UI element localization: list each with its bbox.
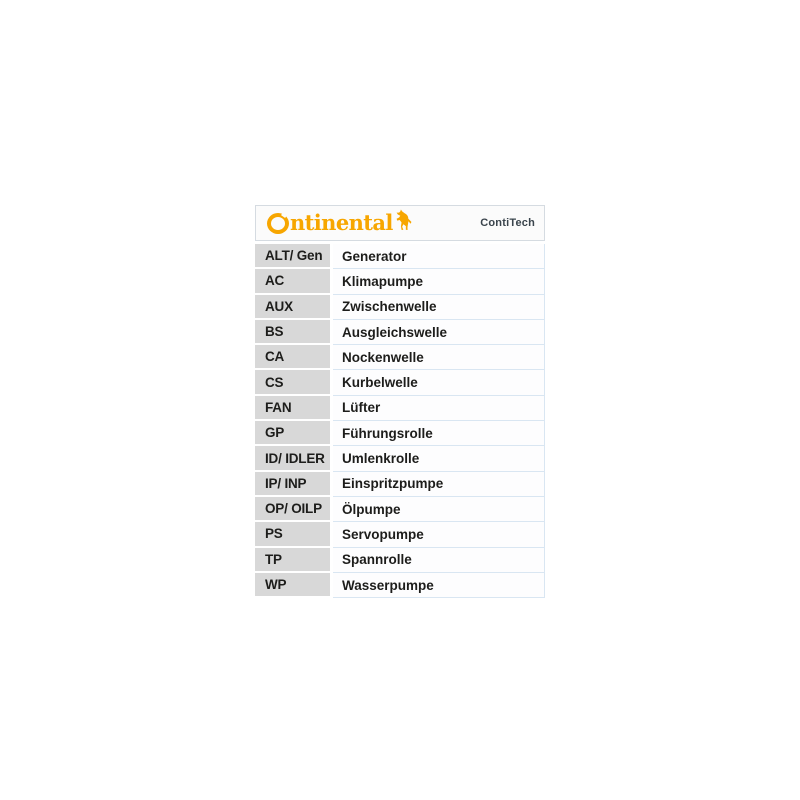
table-row [255, 497, 544, 522]
contitech-label: ContiTech [480, 217, 535, 229]
table-row [255, 421, 544, 446]
abbr-cell: WP [255, 573, 330, 598]
table-row [255, 345, 544, 370]
table-row [255, 320, 544, 345]
table-row [255, 370, 544, 395]
abbr-cell: ID/ IDLER [255, 446, 330, 471]
table-row [255, 548, 544, 573]
brand-header [255, 205, 545, 241]
abbr-cell: IP/ INP [255, 472, 330, 497]
legend-table-body [255, 244, 545, 598]
meaning-cell: Ölpumpe [333, 497, 544, 522]
table-row [255, 396, 544, 421]
meaning-cell: Spannrolle [333, 548, 544, 573]
meaning-cell: Lüfter [333, 396, 544, 421]
meaning-cell: Führungsrolle [333, 421, 544, 446]
meaning-cell: Klimapumpe [333, 269, 544, 294]
rearing-horse-icon [396, 209, 412, 231]
abbr-cell: AC [255, 269, 330, 294]
continental-logo [267, 209, 412, 235]
meaning-cell: Umlenkrolle [333, 446, 544, 471]
table-row [255, 295, 544, 320]
abbr-cell: PS [255, 522, 330, 547]
table-row [255, 446, 544, 471]
meaning-cell: Nockenwelle [333, 345, 544, 370]
meaning-cell: Zwischenwelle [333, 295, 544, 320]
meaning-cell: Generator [333, 244, 544, 269]
table-row [255, 472, 544, 497]
table-row [255, 573, 544, 598]
abbr-cell: GP [255, 421, 330, 446]
legend-table [255, 205, 545, 598]
continental-ring-icon [267, 213, 289, 234]
abbr-cell: BS [255, 320, 330, 345]
abbr-cell: OP/ OILP [255, 497, 330, 522]
meaning-cell: Wasserpumpe [333, 573, 544, 598]
abbr-cell: ALT/ Gen [255, 244, 330, 269]
logo-wordmark: ntinental [290, 209, 393, 235]
meaning-cell: Servopumpe [333, 522, 544, 547]
table-row [255, 522, 544, 547]
meaning-cell: Ausgleichswelle [333, 320, 544, 345]
abbr-cell: AUX [255, 295, 330, 320]
table-row [255, 269, 544, 294]
table-row [255, 244, 544, 269]
abbr-cell: CA [255, 345, 330, 370]
meaning-cell: Kurbelwelle [333, 370, 544, 395]
abbr-cell: CS [255, 370, 330, 395]
abbr-cell: TP [255, 548, 330, 573]
meaning-cell: Einspritzpumpe [333, 472, 544, 497]
abbr-cell: FAN [255, 396, 330, 421]
